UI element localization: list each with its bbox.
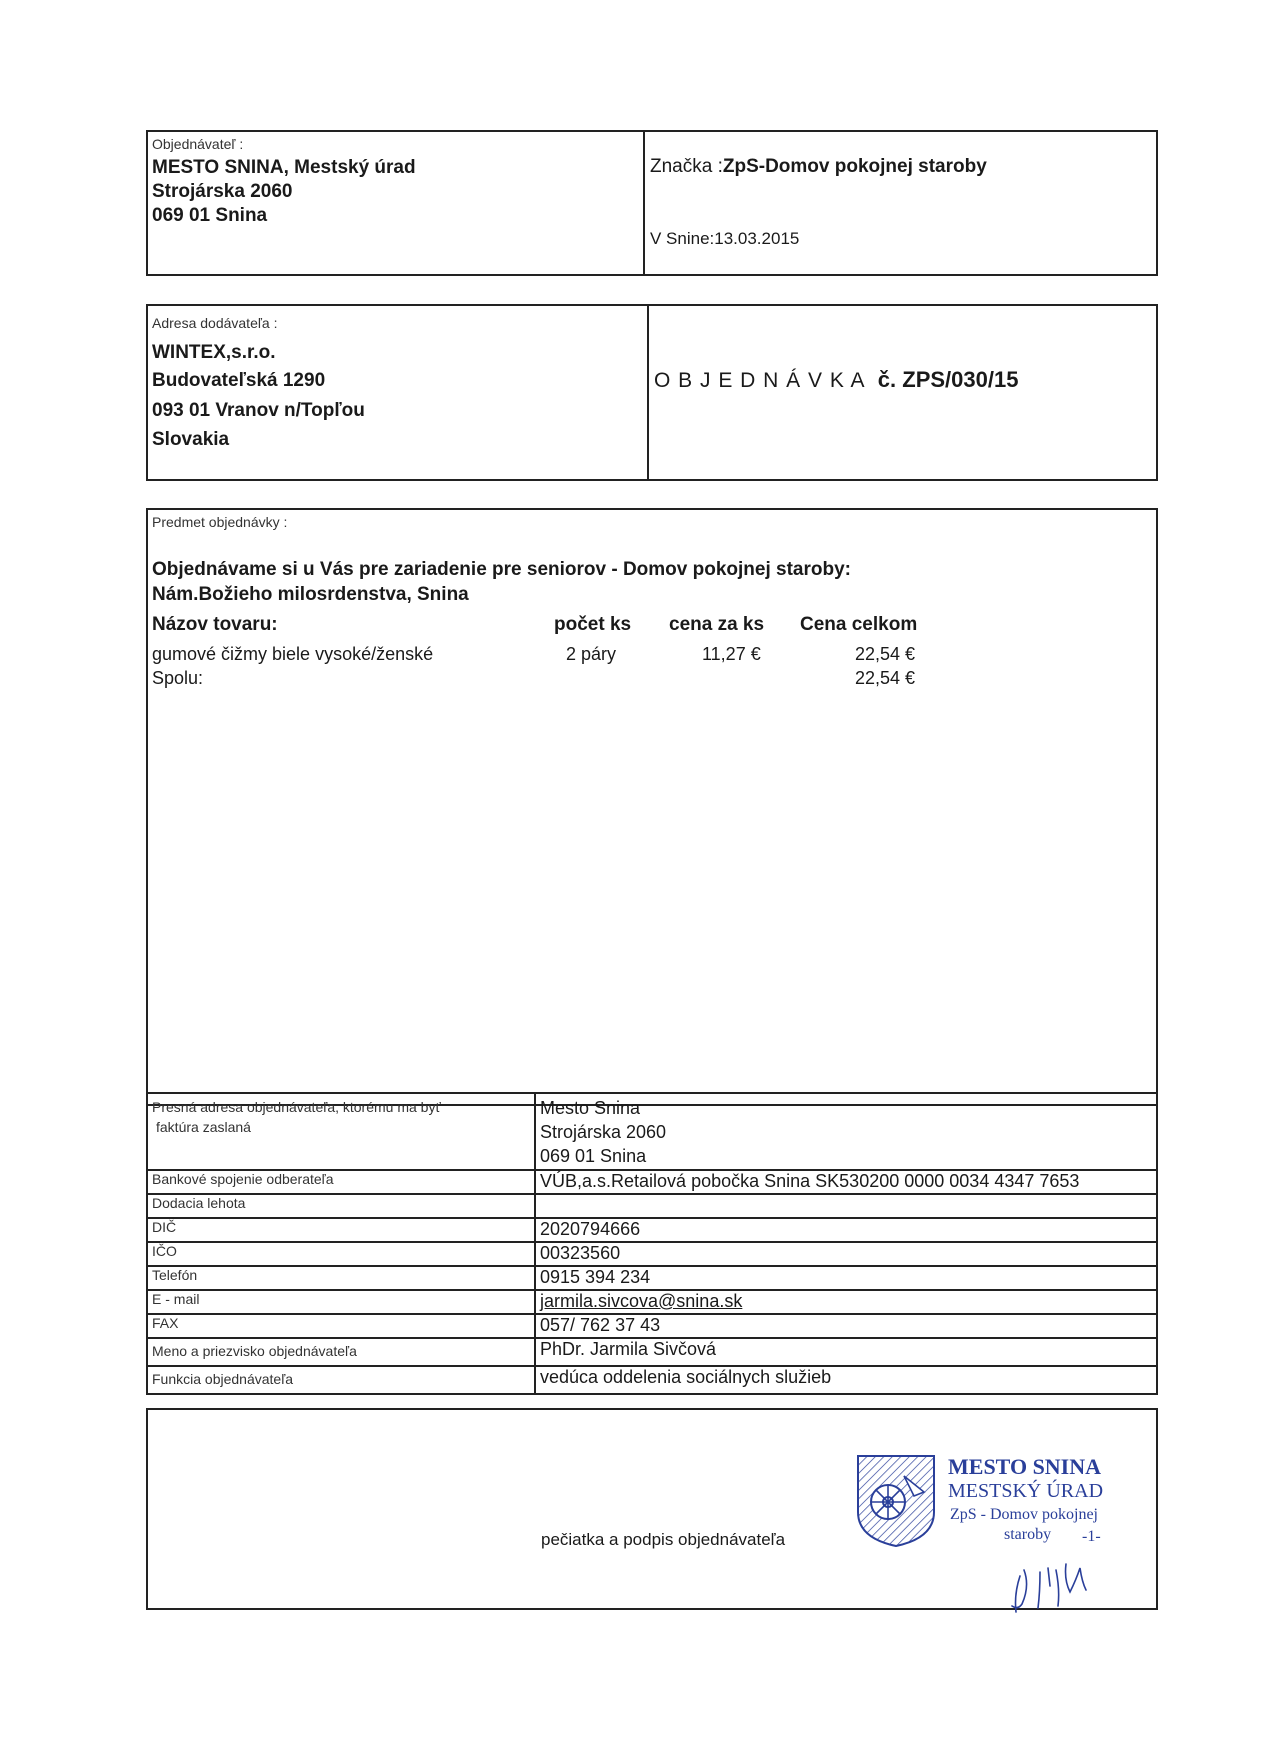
- phone-value: 0915 394 234: [535, 1266, 1157, 1290]
- supplier-label: Adresa dodávateľa :: [152, 315, 278, 331]
- signature-caption: pečiatka a podpis objednávateľa: [541, 1530, 786, 1549]
- ico-value: 00323560: [535, 1242, 1157, 1266]
- mark-value: ZpS-Domov pokojnej staroby: [722, 156, 987, 177]
- subject-label: Predmet objednávky :: [152, 514, 288, 530]
- header-total: Cena celkom: [800, 614, 918, 635]
- supplier-street: Budovateľská 1290: [152, 370, 326, 391]
- invoice-address-line2: Strojárska 2060: [540, 1122, 667, 1142]
- name-value: PhDr. Jarmila Sivčová: [535, 1338, 1157, 1366]
- item-qty: 2 páry: [566, 644, 617, 664]
- stamp-line3: ZpS - Domov pokojnej: [950, 1506, 1098, 1523]
- handwritten-signature: [1000, 1546, 1110, 1616]
- table-row: [147, 1194, 1157, 1218]
- function-label: Funkcia objednávateľa: [147, 1366, 535, 1394]
- stamp-line4: staroby: [1004, 1526, 1052, 1543]
- stamp-line2: MESTSKÝ ÚRAD: [948, 1480, 1104, 1502]
- subject-line1: Objednávame si u Vás pre zariadenie pre seniorov - Domov pokojnej staroby:: [152, 559, 851, 580]
- delivery-label: Dodacia lehota: [147, 1194, 535, 1218]
- supplier-name: WINTEX,s.r.o.: [152, 342, 276, 363]
- table-row: [147, 1218, 1157, 1242]
- city-crest-icon: [854, 1452, 938, 1548]
- delivery-value: [535, 1194, 1157, 1218]
- invoice-address-line1: Mesto Snina: [540, 1098, 641, 1118]
- name-label: Meno a priezvisko objednávateľa: [147, 1338, 535, 1366]
- dic-label: DIČ: [147, 1218, 535, 1242]
- orderer-label: Objednávateľ :: [152, 136, 244, 152]
- invoice-address-label-line1: Presná adresa objednávateľa, ktorému ma byť: [152, 1099, 441, 1115]
- invoice-address-label: [147, 1093, 535, 1170]
- fax-label: FAX: [147, 1314, 535, 1338]
- item-total: 22,54 €: [855, 644, 916, 664]
- orderer-divider: [643, 130, 645, 276]
- table-row: [147, 1242, 1157, 1266]
- function-value: vedúca oddelenia sociálnych služieb: [535, 1366, 1157, 1394]
- supplier-divider: [647, 304, 649, 481]
- supplier-city: 093 01 Vranov n/Topľou: [152, 400, 365, 421]
- dic-value: 2020794666: [535, 1218, 1157, 1242]
- stamp-line1: MESTO SNINA: [948, 1454, 1102, 1479]
- supplier-country: Slovakia: [152, 429, 230, 450]
- orderer-city: 069 01 Snina: [152, 205, 268, 226]
- stamp-mark: -1-: [1082, 1528, 1101, 1545]
- email-label: E - mail: [147, 1290, 535, 1314]
- header-item-name: Názov tovaru:: [152, 614, 278, 635]
- table-row: [147, 1338, 1157, 1366]
- table-row: [147, 1366, 1157, 1394]
- table-row: [147, 1290, 1157, 1314]
- ico-label: IČO: [147, 1242, 535, 1266]
- invoice-address-line3: 069 01 Snina: [540, 1146, 647, 1166]
- details-table: [146, 1092, 1158, 1395]
- order-number: č. ZPS/030/15: [877, 367, 1019, 392]
- sum-value: 22,54 €: [855, 668, 916, 688]
- header-qty: počet ks: [554, 614, 632, 635]
- order-title-letters: O B J E D N Á V K A: [654, 369, 866, 392]
- invoice-address-value: [535, 1093, 1157, 1170]
- phone-label: Telefón: [147, 1266, 535, 1290]
- invoice-address-label-line2: faktúra zaslaná: [156, 1119, 251, 1135]
- bank-label: Bankové spojenie odberateľa: [147, 1170, 535, 1194]
- bank-value: VÚB,a.s.Retailová pobočka Snina SK530200 0000 0034 4347 7653: [535, 1170, 1157, 1194]
- header-unit-price: cena za ks: [669, 614, 765, 635]
- orderer-name: MESTO SNINA, Mestský úrad: [152, 157, 416, 178]
- order-date: V Snine:13.03.2015: [650, 229, 800, 248]
- table-row: [147, 1266, 1157, 1290]
- item-unit-price: 11,27 €: [702, 644, 761, 664]
- mark-line: [650, 156, 987, 178]
- table-row: [147, 1314, 1157, 1338]
- table-row: [147, 1170, 1157, 1194]
- mark-prefix: Značka :: [650, 156, 723, 177]
- invoice-address-row: [147, 1093, 1157, 1170]
- email-value[interactable]: jarmila.sivcova@snina.sk: [535, 1290, 1157, 1314]
- orderer-box: [146, 130, 1158, 276]
- fax-value: 057/ 762 37 43: [535, 1314, 1157, 1338]
- subject-line2: Nám.Božieho milosrdenstva, Snina: [152, 584, 469, 605]
- order-title: [654, 367, 1018, 393]
- sum-label: Spolu:: [152, 668, 204, 688]
- orderer-street: Strojárska 2060: [152, 181, 293, 202]
- item-name: gumové čižmy biele vysoké/ženské: [152, 644, 434, 664]
